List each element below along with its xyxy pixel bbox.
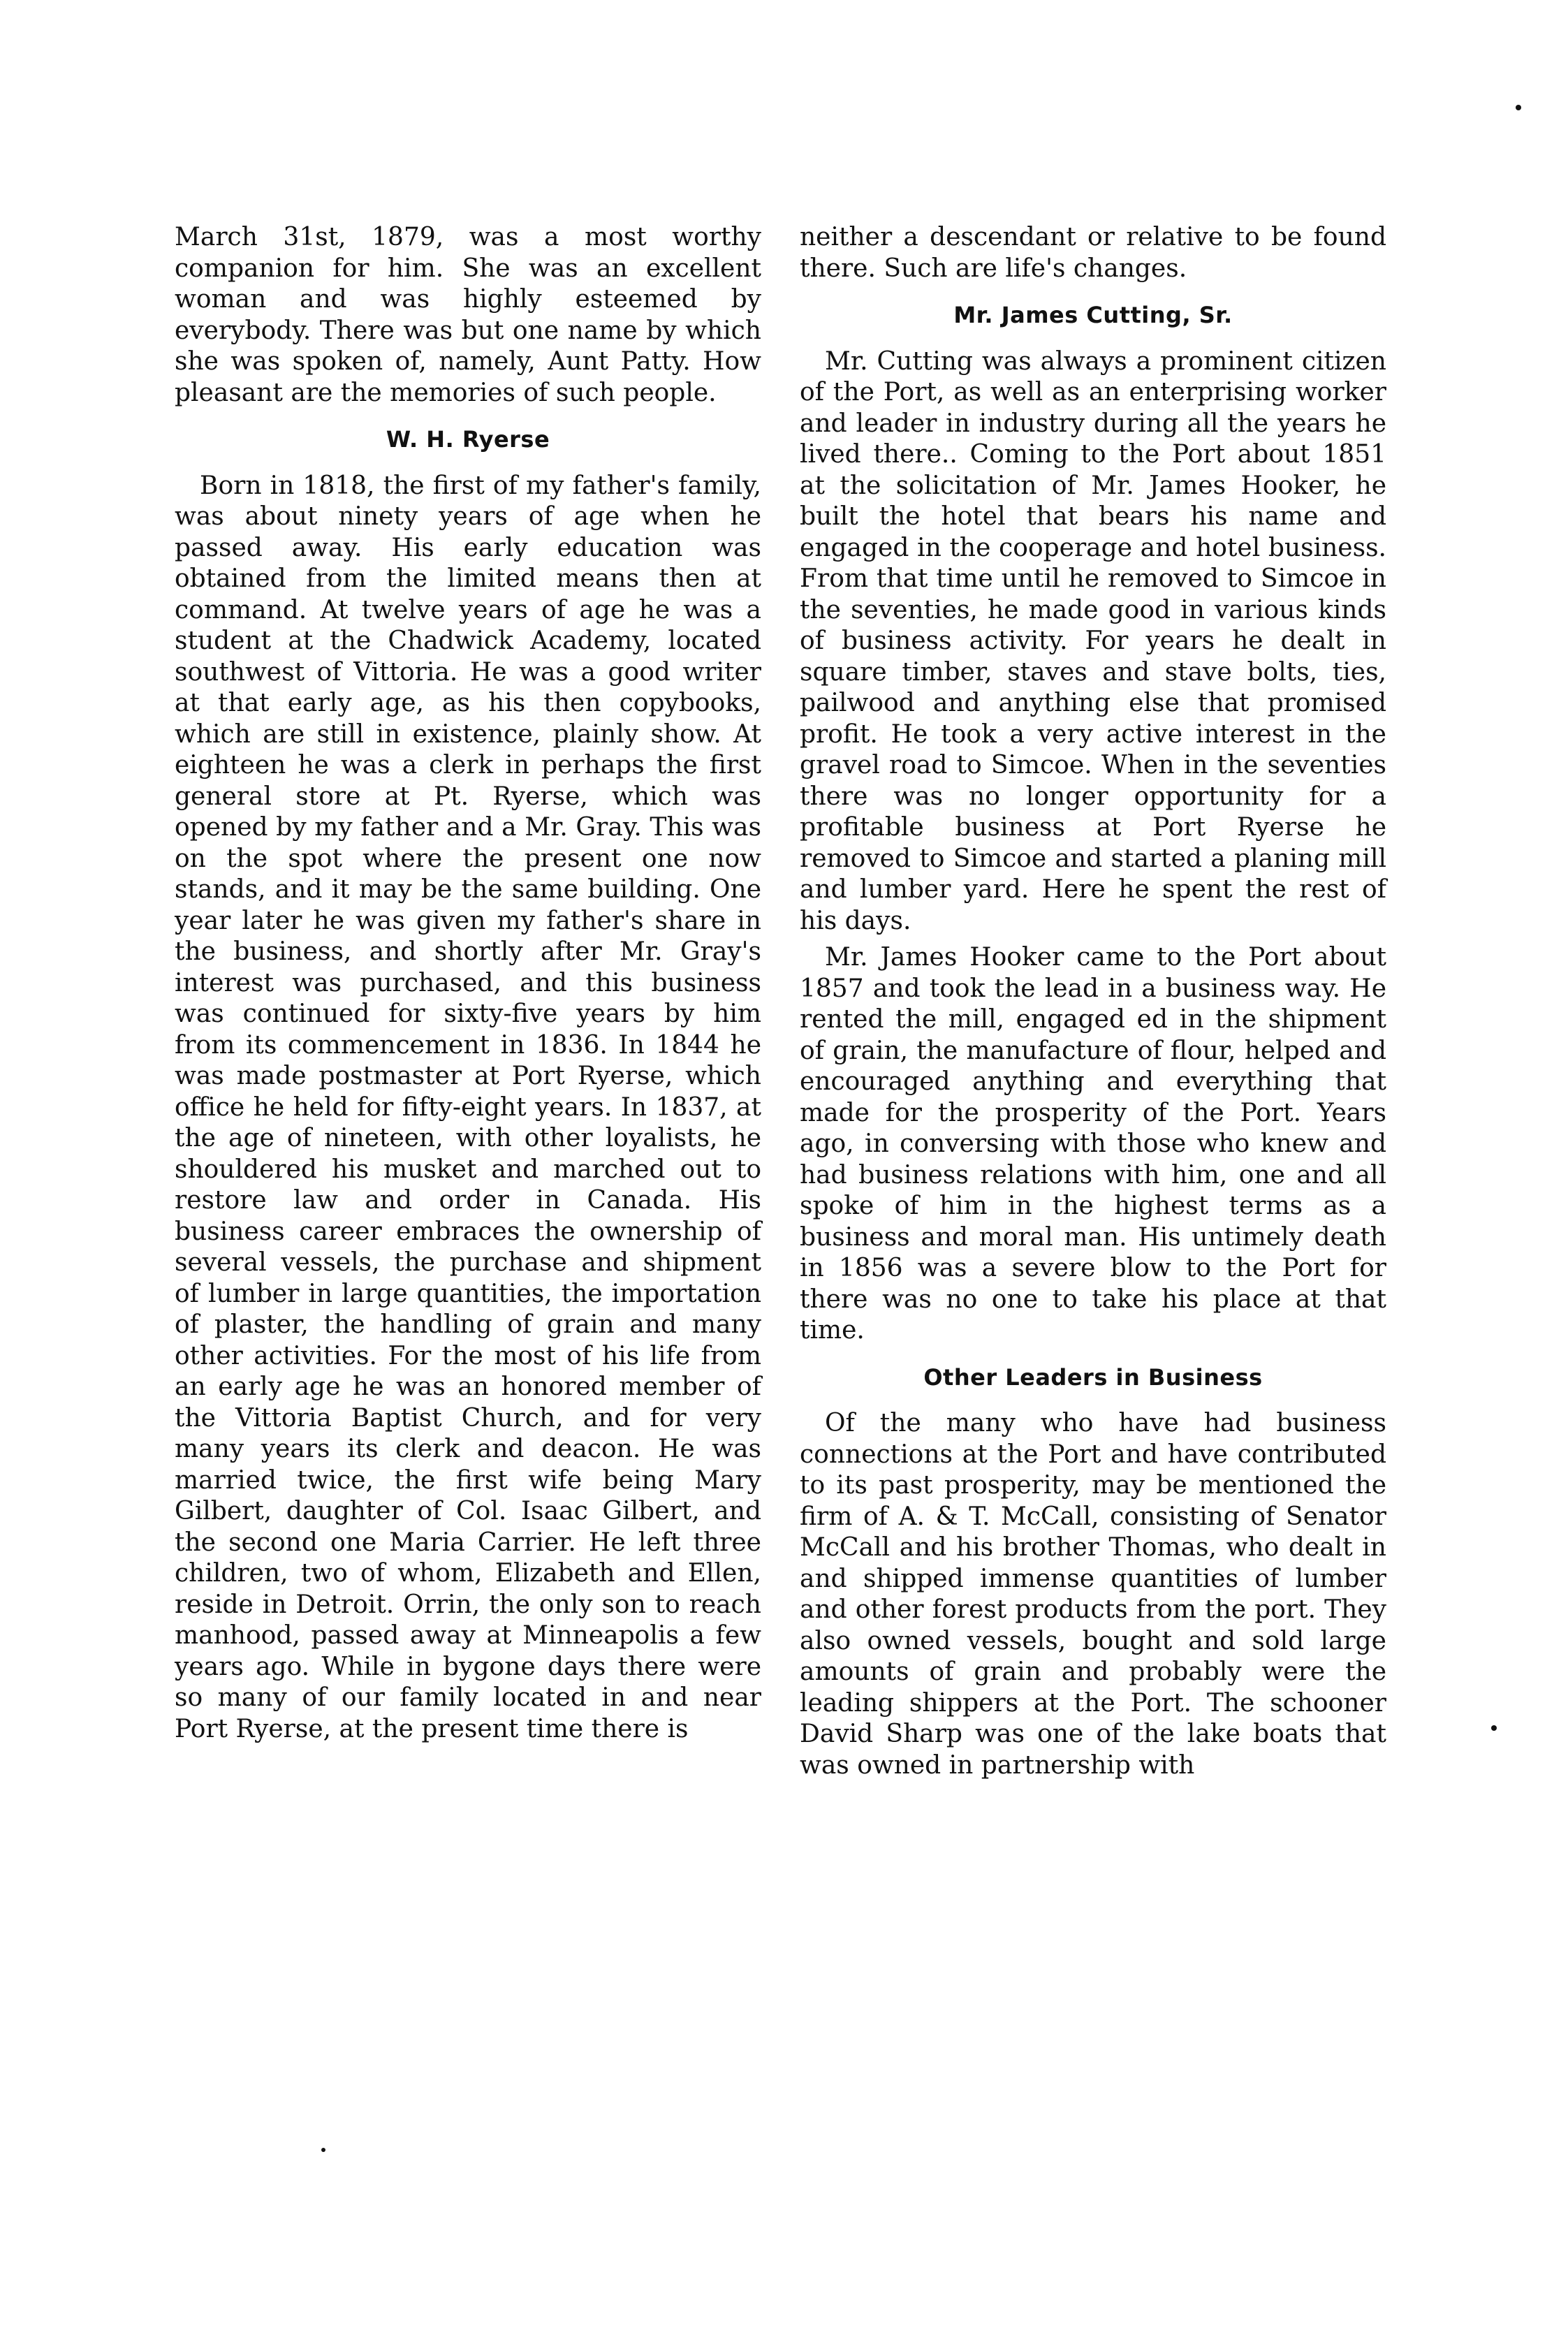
paragraph-hooker: Mr. James Hooker came to the Port about 1857 and took the lead in a business way. He rented the mill, engaged ed in the shipment of grain, the manufacture of flour, helped and encouraged anything and everything that made for the prosperity of the Port. Years ago, in conversing with those who knew and had business relations with him, one and all spoke of him in the highest terms as a business and moral man. His untimely death in 1856 was a severe blow to the Port for there was no one to take his place at that time. [800,943,1386,1345]
scan-speck [1491,1725,1497,1731]
paragraph-patty: March 31st, 1879, was a most worthy companion for him. She was an excellent woman and was highly esteemed by everybody. There was but one name by which she was spoken of, namely, Aunt Patty. How pleasant are the memories of such people. [175,223,761,407]
paragraph-cutting: Mr. Cutting was always a prominent citizen of the Port, as well as an enterprising worker and leader in industry during all the years he lived there.. Coming to the Port about 1851 at the solicitation of Mr. James Hooker, he built the hotel that bears his name and engaged in the cooperage and hotel business. From that time until he removed to Simcoe in the seventies, he made good in various kinds of business activity. For years he dealt in square timber, staves and stave bolts, ties, pailwood and anything else that promised profit. He took a very active interest in the gravel road to Simcoe. When in the seventies there was no longer opportunity for a profitable business at Port Ryerse he removed to Simcoe and started a planing mill and lumber yard. Here he spent the rest of his days. [800,346,1386,935]
left-column [175,222,761,1750]
scan-speck [1516,105,1521,110]
heading-other-leaders: Other Leaders in Business [923,1363,1263,1391]
scan-speck [321,2148,325,2152]
paragraph-life-changes: neither a descendant or relative to be found there. Such are life's changes. [800,223,1386,283]
paragraph-ryerse: Born in 1818, the first of my father's family, was about ninety years of age when he passed away. His early education was obtained from the limited means then at command. At twelve years of age he was a student at the Chadwick Academy, located southwest of Vittoria. He was a good writer at that early age, as his then copybooks, which are still in existence, plainly show. At eighteen he was a clerk in perhaps the first general store at Pt. Ryerse, which was opened by my father and a Mr. Gray. This was on the spot where the present one now stands, and it may be the same building. One year later he was given my father's share in the business, and shortly after Mr. Gray's interest was purchased, and this business was continued for sixty-five years by him from its commencement in 1836. In 1844 he was made postmaster at Port Ryerse, which office he held for fifty-eight years. In 1837, at the age of nineteen, with other loyalists, he shouldered his musket and marched out to restore law and order in Canada. His business career embraces the ownership of several vessels, the purchase and shipment of lumber in large quantities, the importation of plaster, the handling of grain and many other activities. For the most of his life from an early age he was an honored member of the Vittoria Baptist Church, and for very many years its clerk and deacon. He was married twice, the first wife being Mary Gilbert, daughter of Col. Isaac Gilbert, and the second one Maria Carrier. He left three children, two of whom, Elizabeth and Ellen, reside in Detroit. Orrin, the only son to reach manhood, passed away at Minneapolis a few years ago. While in bygone days there were so many of our family located in and near Port Ryerse, at the present time there is [175,471,761,1743]
paragraph-other-leaders: Of the many who have had business connections at the Port and have contributed to its past prosperity, may be mentioned the firm of A. & T. McCall, consisting of Senator McCall and his brother Thomas, who dealt in and shipped immense quantities of lumber and other forest products from the port. They also owned vessels, bought and sold large amounts of grain and probably were the leading shippers at the Port. The schooner David Sharp was one of the lake boats that was owned in partnership with [800,1409,1386,1780]
right-column [800,222,1386,1787]
heading-w-h-ryerse: W. H. Ryerse [386,426,550,453]
heading-james-cutting: Mr. James Cutting, Sr. [953,302,1233,328]
